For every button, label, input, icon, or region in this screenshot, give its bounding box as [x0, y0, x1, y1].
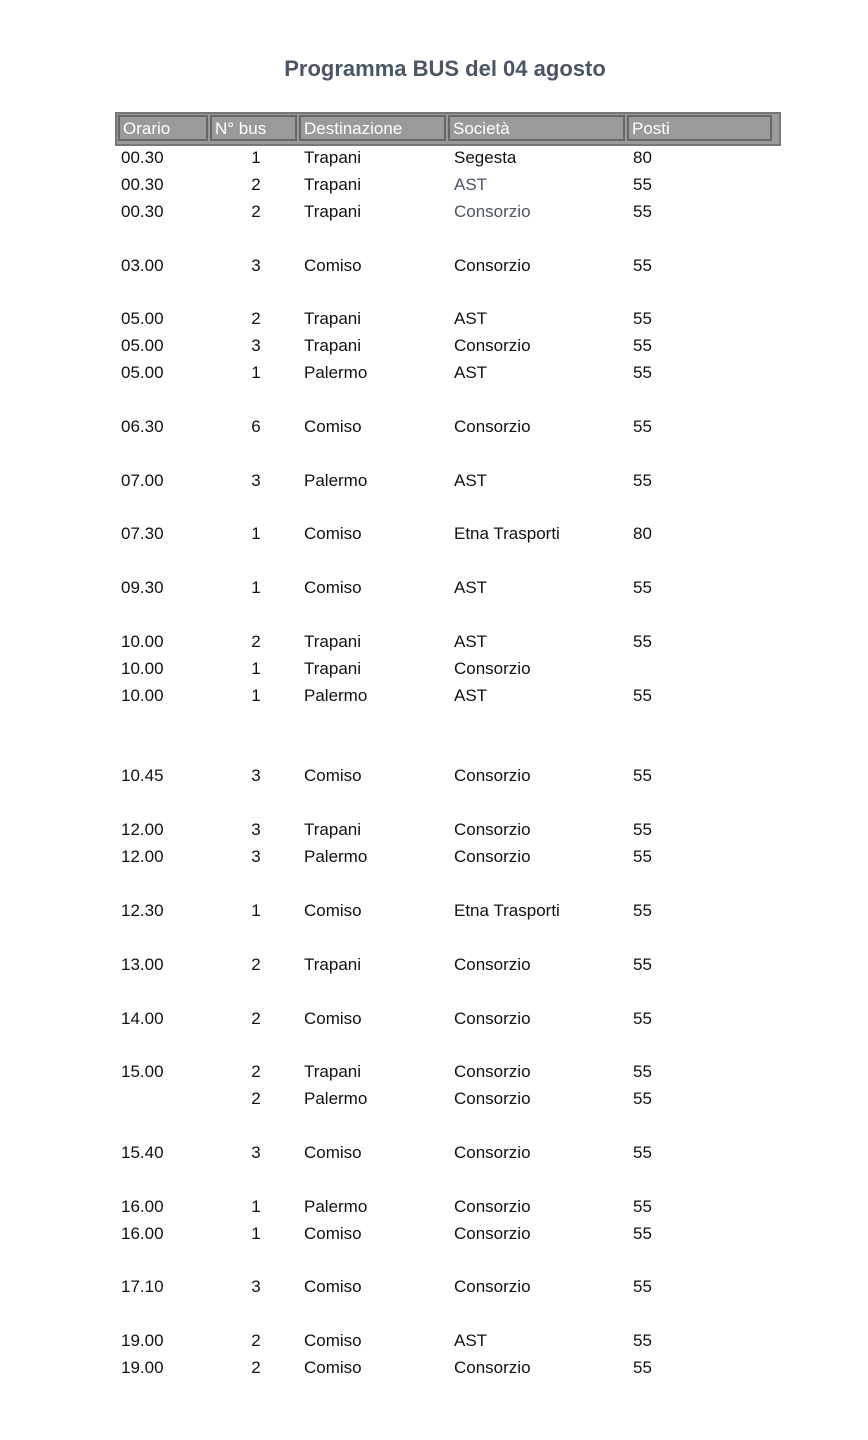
table-row [0, 1006, 868, 1033]
cell-destinazione: Comiso [304, 766, 362, 786]
table-row [0, 844, 868, 871]
cell-destinazione: Comiso [304, 416, 362, 436]
cell-posti: 55 [633, 363, 652, 383]
blank-row [0, 1301, 868, 1328]
cell-orario: 00.30 [121, 174, 164, 194]
cell-destinazione: Comiso [304, 578, 362, 598]
cell-n-bus: 3 [251, 820, 261, 840]
cell-posti: 55 [633, 578, 652, 598]
blank-row [0, 226, 868, 253]
cell-n-bus: 2 [251, 632, 261, 652]
cell-orario: 10.00 [121, 632, 164, 652]
cell-societa: Consorzio [454, 1089, 531, 1109]
cell-n-bus: 2 [251, 201, 261, 221]
table-row [0, 1059, 868, 1086]
cell-posti: 55 [633, 1223, 652, 1243]
table-body [0, 145, 868, 1382]
cell-orario: 07.00 [121, 470, 164, 490]
cell-destinazione: Trapani [304, 174, 362, 194]
cell-societa: Etna Trasporti [454, 900, 560, 920]
table-row [0, 172, 868, 199]
table-row [0, 683, 868, 710]
cell-societa: Consorzio [454, 1196, 531, 1216]
blank-row [0, 387, 868, 414]
blank-row [0, 1167, 868, 1194]
cell-orario: 00.30 [121, 148, 164, 167]
cell-n-bus: 1 [251, 363, 261, 383]
cell-n-bus: 2 [251, 954, 261, 974]
cell-destinazione: Comiso [304, 1358, 362, 1378]
cell-posti: 55 [633, 900, 652, 920]
cell-posti: 55 [633, 201, 652, 221]
cell-societa: AST [454, 1331, 488, 1351]
blank-row [0, 1113, 868, 1140]
cell-orario: 19.00 [121, 1358, 164, 1378]
cell-societa: AST [454, 363, 488, 383]
cell-posti: 55 [633, 1089, 652, 1109]
cell-orario: 10.00 [121, 685, 164, 705]
table-row [0, 817, 868, 844]
cell-n-bus: 1 [251, 658, 261, 678]
cell-posti: 55 [633, 766, 652, 786]
cell-posti: 55 [633, 632, 652, 652]
cell-posti: 80 [633, 148, 652, 167]
cell-destinazione: Palermo [304, 685, 368, 705]
cell-destinazione: Palermo [304, 363, 368, 383]
cell-orario: 14.00 [121, 1008, 164, 1028]
table-row [0, 898, 868, 925]
cell-posti: 55 [633, 1277, 652, 1297]
cell-societa: Consorzio [454, 416, 531, 436]
table-row [0, 145, 868, 172]
table-row [0, 1194, 868, 1221]
blank-row [0, 602, 868, 629]
cell-posti: 55 [633, 1196, 652, 1216]
cell-destinazione: Comiso [304, 524, 362, 544]
cell-orario: 12.00 [121, 847, 164, 867]
cell-societa: AST [454, 685, 488, 705]
cell-orario: 12.30 [121, 900, 164, 920]
cell-societa: Consorzio [454, 766, 531, 786]
cell-destinazione: Comiso [304, 1223, 362, 1243]
blank-row [0, 871, 868, 898]
cell-orario: 05.00 [121, 363, 164, 383]
cell-orario: 07.30 [121, 524, 164, 544]
blank-row [0, 279, 868, 306]
cell-destinazione: Trapani [304, 658, 362, 678]
cell-orario: 10.45 [121, 766, 164, 786]
cell-n-bus: 3 [251, 766, 261, 786]
blank-row [0, 737, 868, 764]
cell-societa: Consorzio [454, 1142, 531, 1162]
cell-societa: AST [454, 309, 488, 329]
cell-orario: 05.00 [121, 336, 164, 356]
cell-posti: 55 [633, 1331, 652, 1351]
cell-societa: Consorzio [454, 820, 531, 840]
cell-n-bus: 2 [251, 1358, 261, 1378]
cell-n-bus: 2 [251, 309, 261, 329]
header-n-bus: N° bus [210, 115, 297, 141]
cell-posti: 55 [633, 416, 652, 436]
cell-orario: 09.30 [121, 578, 164, 598]
cell-n-bus: 1 [251, 148, 261, 167]
cell-n-bus: 1 [251, 900, 261, 920]
cell-societa: Etna Trasporti [454, 524, 560, 544]
cell-posti: 55 [633, 174, 652, 194]
cell-societa: AST [454, 470, 488, 490]
cell-orario: 00.30 [121, 201, 164, 221]
cell-n-bus: 3 [251, 336, 261, 356]
header-societa: Società [448, 115, 625, 141]
blank-row [0, 790, 868, 817]
cell-n-bus: 1 [251, 685, 261, 705]
cell-societa: Segesta [454, 148, 517, 167]
cell-posti: 55 [633, 1008, 652, 1028]
cell-posti: 55 [633, 470, 652, 490]
cell-orario: 06.30 [121, 416, 164, 436]
cell-n-bus: 1 [251, 1223, 261, 1243]
blank-row [0, 710, 868, 737]
blank-row [0, 925, 868, 952]
cell-societa: Consorzio [454, 658, 531, 678]
cell-n-bus: 3 [251, 847, 261, 867]
cell-orario: 13.00 [121, 954, 164, 974]
cell-destinazione: Palermo [304, 1196, 368, 1216]
cell-societa: Consorzio [454, 847, 531, 867]
blank-row [0, 495, 868, 522]
table-row [0, 763, 868, 790]
table-row [0, 253, 868, 280]
cell-societa: Consorzio [454, 336, 531, 356]
cell-orario: 16.00 [121, 1223, 164, 1243]
cell-posti: 55 [633, 1062, 652, 1082]
cell-orario: 12.00 [121, 820, 164, 840]
cell-destinazione: Palermo [304, 470, 368, 490]
table-row [0, 360, 868, 387]
table-row [0, 199, 868, 226]
cell-destinazione: Trapani [304, 336, 362, 356]
table-row [0, 1328, 868, 1355]
cell-posti: 55 [633, 954, 652, 974]
cell-n-bus: 2 [251, 1331, 261, 1351]
blank-row [0, 979, 868, 1006]
cell-orario: 05.00 [121, 309, 164, 329]
cell-destinazione: Comiso [304, 1277, 362, 1297]
cell-orario: 15.40 [121, 1142, 164, 1162]
cell-posti: 55 [633, 820, 652, 840]
cell-destinazione: Trapani [304, 632, 362, 652]
cell-posti: 80 [633, 524, 652, 544]
cell-destinazione: Comiso [304, 1142, 362, 1162]
cell-destinazione: Trapani [304, 1062, 362, 1082]
cell-destinazione: Palermo [304, 847, 368, 867]
cell-destinazione: Trapani [304, 309, 362, 329]
cell-orario: 16.00 [121, 1196, 164, 1216]
cell-societa: Consorzio [454, 954, 531, 974]
table-row [0, 468, 868, 495]
cell-destinazione: Comiso [304, 1331, 362, 1351]
table-row [0, 952, 868, 979]
cell-n-bus: 2 [251, 1008, 261, 1028]
table-row [0, 656, 868, 683]
cell-orario: 15.00 [121, 1062, 164, 1082]
cell-posti: 55 [633, 309, 652, 329]
header-destinazione: Destinazione [299, 115, 446, 141]
cell-posti: 55 [633, 685, 652, 705]
blank-row [0, 548, 868, 575]
cell-posti: 55 [633, 336, 652, 356]
table-row [0, 1086, 868, 1113]
cell-n-bus: 3 [251, 1142, 261, 1162]
header-posti: Posti [627, 115, 772, 141]
table-row [0, 333, 868, 360]
table-row [0, 1221, 868, 1248]
cell-destinazione: Trapani [304, 148, 362, 167]
table-row [0, 1140, 868, 1167]
cell-posti: 55 [633, 1142, 652, 1162]
cell-destinazione: Trapani [304, 820, 362, 840]
cell-destinazione: Palermo [304, 1089, 368, 1109]
blank-row [0, 441, 868, 468]
cell-orario: 17.10 [121, 1277, 164, 1297]
blank-row [0, 1248, 868, 1275]
cell-destinazione: Trapani [304, 201, 362, 221]
cell-societa: Consorzio [454, 1223, 531, 1243]
cell-n-bus: 6 [251, 416, 261, 436]
table-row [0, 306, 868, 333]
cell-societa: Consorzio [454, 1358, 531, 1378]
cell-societa: Consorzio [454, 1277, 531, 1297]
cell-posti: 55 [633, 1358, 652, 1378]
cell-posti: 55 [633, 847, 652, 867]
cell-societa: AST [454, 578, 488, 598]
cell-n-bus: 3 [251, 255, 261, 275]
cell-destinazione: Comiso [304, 900, 362, 920]
cell-n-bus: 2 [251, 174, 261, 194]
table-row [0, 575, 868, 602]
cell-n-bus: 1 [251, 578, 261, 598]
cell-n-bus: 1 [251, 524, 261, 544]
cell-societa: Consorzio [454, 1008, 531, 1028]
cell-orario: 10.00 [121, 658, 164, 678]
table-row [0, 1355, 868, 1382]
cell-destinazione: Trapani [304, 954, 362, 974]
table-row [0, 414, 868, 441]
table-row [0, 629, 868, 656]
page-title: Programma BUS del 04 agosto [284, 56, 606, 81]
header-orario: Orario [118, 115, 208, 141]
cell-societa: AST [454, 174, 488, 194]
cell-destinazione: Comiso [304, 1008, 362, 1028]
cell-societa: Consorzio [454, 201, 531, 221]
cell-societa: Consorzio [454, 1062, 531, 1082]
cell-societa: AST [454, 632, 488, 652]
cell-posti: 55 [633, 255, 652, 275]
cell-societa: Consorzio [454, 255, 531, 275]
blank-row [0, 1032, 868, 1059]
cell-n-bus: 3 [251, 470, 261, 490]
cell-n-bus: 2 [251, 1089, 261, 1109]
table-row [0, 1274, 868, 1301]
table-header [115, 112, 781, 146]
cell-n-bus: 3 [251, 1277, 261, 1297]
cell-orario: 19.00 [121, 1331, 164, 1351]
table-row [0, 521, 868, 548]
cell-n-bus: 2 [251, 1062, 261, 1082]
cell-destinazione: Comiso [304, 255, 362, 275]
cell-n-bus: 1 [251, 1196, 261, 1216]
cell-orario: 03.00 [121, 255, 164, 275]
